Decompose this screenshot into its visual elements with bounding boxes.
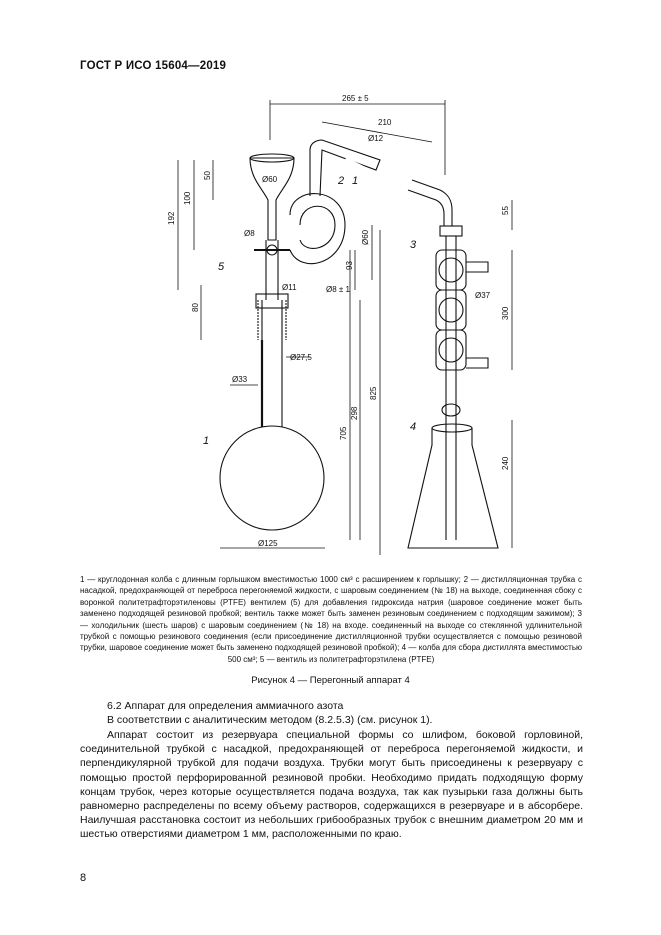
dim-neck-outer: Ø33: [232, 375, 248, 384]
dim-flask-neck-height: 298: [350, 406, 359, 420]
dim-overall-width: 265 ± 5: [342, 94, 369, 103]
dim-trap-inner: Ø60: [361, 229, 370, 245]
round-bottom-flask: [220, 294, 324, 530]
dim-flask-total-height: 705: [339, 426, 348, 440]
dim-outlet-height: 55: [501, 206, 510, 215]
callout-1b: 1: [352, 175, 359, 187]
dim-flask-diameter: Ø125: [258, 539, 278, 548]
receiver-flask: [408, 424, 498, 548]
section-paragraph: Аппарат состоит из резервуара специальной формы со шлифом, боковой горловиной, соединительной трубкой с насадкой, предохраняющей от переброса перегоняемой жидкости, и перпендикулярной трубкой для подачи воздуха. Трубки могут быть присоединены к резервуару с помощью простой перфорированной резиновой пробки. Необходимо придать подходящую форму концам трубок, через которые осуществляется подача воздуха, так как пузырьки газа должны быть равномерно распределены по всему объему растворов, содержащихся в резервуаре и в абсорбере. Наилучшая расстановка состоит из небольших грибообразных трубок с внешним диаметром 20 мм и шестью отверстиями диаметром 1 мм, расположенными по краю.: [80, 729, 583, 841]
figure-caption: Рисунок 4 — Перегонный аппарат 4: [251, 675, 410, 686]
figure-legend: 1 — круглодонная колба с длинным горлышком вместимостью 1000 см³ с расширением к горлышку; 2 — дистилляционная трубка с насадкой, предохраняющей от переброса перегоняемой жидкости, с шаровым соединением (№ 18) на выходе, соединенная сбоку с воронкой политетрафторэтиленовы (PTFE) вентилем (5) для добавления гидроксида натрия (шаровое соединение может быть заменено подходящей резиновой пробкой; вентиль также может быть заменен резиновым соединением с подходящим зажимом); 3 — холодильник (шесть шаров) с шаровым соединением (№ 18) на входе. соединенный на выходе со стеклянной удлинительной трубкой с помощью резинового соединения (если присоединение дистилляционной трубки осуществляется с помощью резиновой трубки, шаровое соединение может быть заменено подходящей резиновой пробкой); 4 — колба для сбора дистиллята вместимостью 500 см³; 5 — вентиль из политетрафторэтилена (PTFE): [80, 575, 582, 664]
distillation-apparatus-figure: [160, 86, 560, 571]
callout-labels: [203, 175, 417, 447]
condenser: [408, 180, 488, 540]
callout-3: 3: [410, 239, 417, 251]
section-title: 6.2 Аппарат для определения аммиачного азота: [107, 700, 344, 712]
distillation-trap: [250, 140, 385, 300]
dim-neck-diameter: Ø11: [282, 283, 297, 292]
dim-trap-depth: 93: [345, 261, 354, 270]
page-number: 8: [80, 872, 87, 884]
dim-bulb-height: 50: [203, 171, 212, 180]
dim-funnel-height: 100: [183, 191, 192, 205]
dim-hole-diameter: Ø8 ± 1: [326, 285, 350, 294]
callout-4: 4: [410, 421, 417, 433]
dim-tube-diameter: Ø12: [368, 134, 384, 143]
dim-condenser-ball: Ø37: [475, 291, 491, 300]
dim-condenser-link: 210: [378, 118, 392, 127]
dim-condenser-length: 300: [501, 306, 510, 320]
dim-condenser-total: 825: [369, 386, 378, 400]
callout-2: 2: [338, 175, 345, 187]
dim-trap-diameter: Ø60: [262, 175, 278, 184]
dimension-labels: [167, 94, 510, 548]
callout-5: 5: [218, 261, 225, 273]
dim-top-height: 192: [167, 211, 176, 225]
dimension-lines: [178, 100, 512, 555]
callout-1: 1: [203, 435, 210, 447]
dim-stopcock-diameter: Ø8: [244, 229, 255, 238]
dim-flask-receiver-height: 240: [501, 456, 510, 470]
section-reference: В соответствии с аналитическим методом (8.2.5.3) (см. рисунок 1).: [107, 714, 433, 726]
dim-neck-length: 80: [191, 303, 200, 312]
dim-neck-inner: Ø27,5: [290, 353, 312, 362]
document-header: ГОСТ Р ИСО 15604—2019: [80, 60, 227, 72]
